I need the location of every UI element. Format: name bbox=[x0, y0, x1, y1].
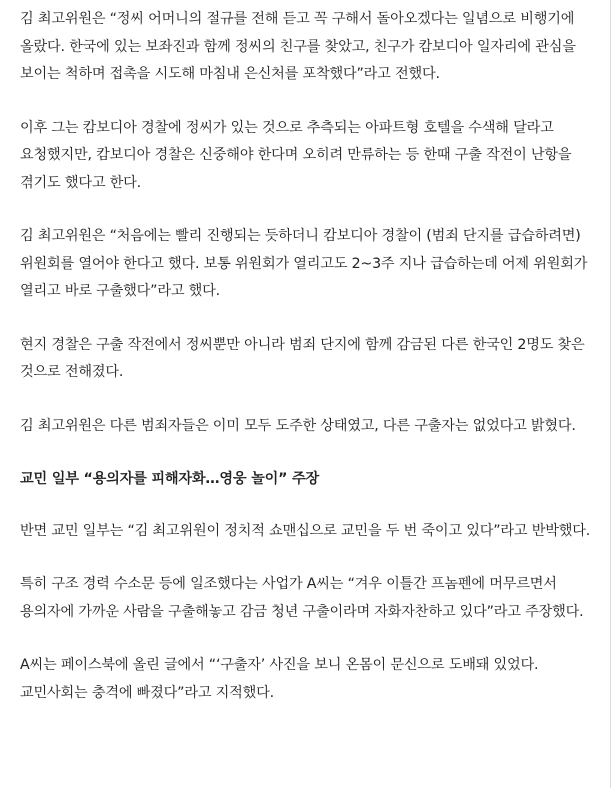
article-paragraph: 현지 경찰은 구출 작전에서 정씨뿐만 아니라 범죄 단지에 함께 감금된 다른 한국인 2명도 찾은 것으로 전해졌다. bbox=[20, 336, 585, 380]
article-paragraph: 이후 그는 캄보디아 경찰에 정씨가 있는 것으로 추측되는 아파트형 호텔을 수색해 달라고 요청했지만, 캄보디아 경찰은 신중해야 한다며 오히려 만류하는 등 한때 구출 작전이 난항을 겪기도 했다고 한다. bbox=[20, 119, 572, 191]
article-subheading: 교민 일부 “용의자를 피해자화…영웅 놀이” 주장 bbox=[20, 471, 320, 487]
article-paragraph: 특히 구조 경력 수소문 등에 일조했다는 사업가 A씨는 “겨우 이틀간 프놈펜에 머무르면서 용의자에 가까운 사람을 구출해놓고 감금 청년 구출이라며 자화자찬하고 있다”라고 주장했다. bbox=[20, 576, 584, 620]
article-paragraph: 김 최고위원은 “정씨 어머니의 절규를 전해 듣고 꼭 구해서 돌아오겠다는 일념으로 비행기에 올랐다. 한국에 있는 보좌진과 함께 정씨의 친구를 찾았고, 친구가 캄보디아 일자리에 관심을 보이는 척하며 접촉을 시도해 마침내 은신처를 포착했다”라고 전했다. bbox=[20, 11, 576, 82]
article-paragraph: 김 최고위원은 다른 범죄자들은 이미 모두 도주한 상태였고, 다른 구출자는 없었다고 밝혔다. bbox=[20, 417, 576, 434]
article-paragraph: 김 최고위원은 “처음에는 빨리 진행되는 듯하더니 캄보디아 경찰이 (범죄 단지를 급습하려면) 위원회를 열어야 한다고 했다. 보통 위원회가 열리고도 2~3주 지나 급습하는데 어제 위원회가 열리고 바로 구출했다”라고 했다. bbox=[20, 228, 588, 299]
article-paragraph: A씨는 페이스북에 올린 글에서 “‘구출자’ 사진을 보니 온몸이 문신으로 도배돼 있었다. 교민사회는 충격에 빠졌다”라고 지적했다. bbox=[20, 657, 539, 701]
article-paragraph: 반면 교민 일부는 “김 최고위원이 정치적 쇼맨십으로 교민을 두 번 죽이고 있다”라고 반박했다. bbox=[20, 522, 591, 539]
